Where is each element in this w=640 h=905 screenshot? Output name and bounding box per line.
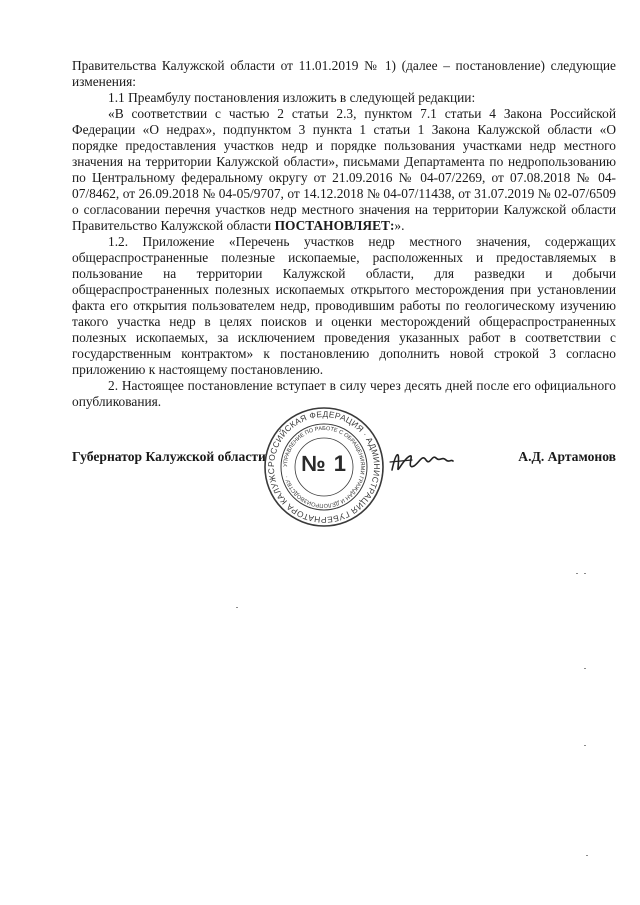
official-seal <box>262 405 386 529</box>
scan-speck <box>584 745 586 746</box>
preamble-closing: ». <box>394 218 405 233</box>
paragraph-intro: Правительства Калужской области от 11.01.2019 № 1) (далее – постановление) следующие изменения: <box>72 58 616 89</box>
decree-keyword: ПОСТАНОВЛЯЕТ: <box>274 218 395 233</box>
scan-speck <box>584 668 586 669</box>
document-body <box>72 58 616 410</box>
governor-title: Губернатор Калужской области <box>72 449 266 464</box>
scan-speck <box>576 573 578 574</box>
paragraph-1-1: 1.1 Преамбулу постановления изложить в следующей редакции: <box>108 90 476 105</box>
preamble-text: «В соответствии с частью 2 статьи 2.3, пунктом 7.1 статьи 4 Закона Российской Федерации «О недрах», подпунктом 3 пункта 1 статьи 1 Закона Калужской области «О порядке предоставления участков недр и порядке пользования участками недр местного значения на территории Калужской области», письмами Департамента по недропользованию по Центральному федеральному округу от 21.09.2016 № 04-07/2269, от 07.08.2018 № 04-07/8462, от 26.09.2018 № 04-05/9707, от 14.12.2018 № 04-07/11438, от 31.07.2019 № 02-07/6509 о согласовании перечня участков недр местного значения на территории Калужской области Правительство Калужской области <box>72 106 616 233</box>
scan-speck <box>586 855 588 856</box>
scan-speck <box>236 607 238 608</box>
seal-inner-text: УПРАВЛЕНИЕ ПО РАБОТЕ С ОБРАЩЕНИЯМИ ГРАЖДАН И ДЕЛОПРОИЗВОДСТВУ · <box>282 425 366 509</box>
seal-number: № 1 <box>301 451 347 476</box>
paragraph-2: 2. Настоящее постановление вступает в силу через десять дней после его официального опубликования. <box>72 378 616 409</box>
scan-speck <box>584 573 586 574</box>
signer-name: А.Д. Артамонов <box>518 449 616 464</box>
handwritten-signature <box>386 440 456 480</box>
seal-ring-text: РОССИЙСКАЯ ФЕДЕРАЦИЯ · АДМИНИСТРАЦИЯ ГУБЕРНАТОРА КАЛУЖС <box>265 408 383 526</box>
paragraph-preamble <box>72 106 616 234</box>
paragraph-1-2: 1.2. Приложение «Перечень участков недр местного значения, содержащих общераспространенные полезные ископаемые, расположенных и предоставляемых в пользование на территории Калужской области, для разведки и добычи общераспространенных полезных ископаемых открытого месторождения при установлении факта его открытия пользователем недр, проводившим работы по геологическому изучению такого участка недр в целях поисков и оценки месторождений общераспространенных полезных ископаемых, за исключением проведения указанных работ в соответствии с государственным контрактом» к постановлению дополнить новой строкой 3 согласно приложению к настоящему постановлению. <box>72 234 616 377</box>
